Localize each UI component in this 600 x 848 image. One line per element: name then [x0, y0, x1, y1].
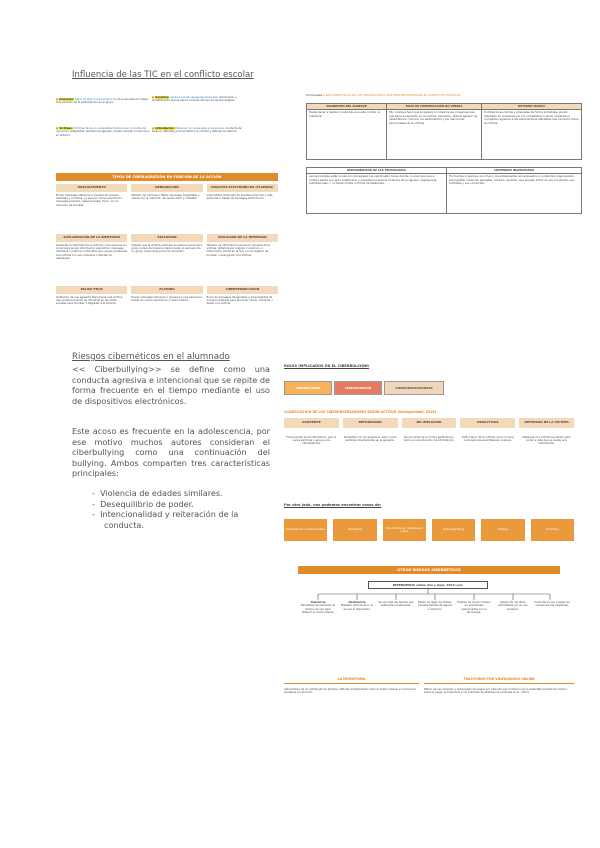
- dep-item-tolerancia: Tolerancia Necesidad de aumentar el tiempo de uso para obtener el mismo efecto.: [300, 601, 336, 614]
- nomofobia-title: LA NOMOFOBIA: [284, 677, 419, 684]
- trastorno-text: Patrón de uso excesivo y prolongado de juegos por Internet que conlleva una considerable pérdida de control sobre el juego, la tolerancia y los síntomas de abstinencia (Andrade et al., 2017).: [424, 688, 567, 695]
- dep-item-abstinencia: Abstinencia Malestar emocional si no se usa el dispositivo.: [340, 601, 374, 611]
- caract-cell-disponibilidad: Las tecnologías están al servicio del agresor las veinticuatro horas del día, lo que hace que a víctima sienta una gran indefensión y persistencia ante la violencia de su agresor. (Agresiones, humillaciones...) no tienen límite ni forma de detenerse.: [307, 174, 447, 214]
- riesgos-list-item: - Intencionalidad y reiteración de la conducta.: [92, 509, 239, 530]
- clasif-cell-no-implicado: No se involucra en forma perfecta por razón en una situación de intimidación.: [403, 435, 455, 442]
- definition-victimas: ■ Víctimas: Víctimas fáciles o vulnerables frente a las conductas de agresores. Adaptadas, también se agrupan, puede cambiar a menudo a su entorno.: [56, 127, 150, 137]
- caract-head-difusion: DIFUSIÓN MASIVA: [482, 104, 582, 110]
- clasif-head-defensor: DEFENSOR DE LA VÍCTIMA: [519, 418, 574, 428]
- tambien-item: Nomofobia: [333, 519, 376, 541]
- riesgos-paragraph-2: Este acoso es frecuente en la adolescencia, por ese motivo muchos autores consideran el ciberbullying como una continuación del bullying. Ambos comparten tres características principales:: [72, 426, 270, 478]
- dep-item: Deseo de dejar de utilizar, intentos fallidos de dejarlo o reducirlo.: [417, 601, 453, 611]
- dep-title: DEPENDENCIA online (Cía y Gaso, 2017) son:: [368, 581, 488, 589]
- trastorno-title: TRASTORNO POR VIDEOJUEGOS ONLINE: [424, 677, 574, 684]
- clasif-cell-proactivas: Está a favor de la víctima, pero no hace nada para prevenir/detener el abuso.: [461, 435, 514, 442]
- riesgos-list: [92, 488, 270, 530]
- riesgos-title: Riesgos cibernéticos en el alumnado: [72, 352, 230, 362]
- tipo-exclusion: EXCLUSIÓN Impedir que la víctima participe en alguna red social o grupo online de manera intencionada, lo excluyan de un grupo online para provocar exclusión.: [131, 235, 203, 254]
- riesgos-list-item: - Violencia de edades similares.: [92, 488, 223, 498]
- role-ciberagresor: CIBERAGRESOR: [334, 381, 382, 395]
- tipo-paliza-feliz: PALIZA FELIZ Grabación de una agresión física hacia una víctima que, posteriormente, es difundida en las redes sociales para humillar y degradar a la víctima.: [56, 286, 127, 306]
- tipos-title: TIPOS DE CIBERAGRESIÓN EN FUNCIÓN DE LA ACCIÓN: [56, 173, 278, 181]
- tipo-violacion-intimidad: VIOLACIÓN DE LA INTIMIDAD Difusión de información personal y privada de la víctima, obtenida por engaño o coacción, o información íntima en la red, con el objetivo de humillar o avergonzar a la víctima.: [207, 234, 278, 286]
- riesgos-list-item: - Desequilibrio de poder.: [92, 498, 194, 509]
- tipo-ciberpersecucion: CIBERPERSECUCIÓN Envío de mensajes denigrantes y amenazantes de manera reiterada para provocar miedo, intimidar o dañar a la víctima.: [207, 286, 278, 306]
- clasif-title: CLASIFICACIÓN DE LOS CIBEROBSERVADORES SEGÚN ACTITUD (Garaigordobil, 2018): [284, 410, 437, 414]
- role-ciberobservadores: CIBEROBSERVADORES: [384, 381, 444, 395]
- tipo-suplantacion: SUPLANTACIÓN DE LA IDENTIDAD Suplantar la identidad de la víctima u otra persona en la red para enviar información perjudicial, mensajes ofensivos o publicar contenidos que causen problemas a la víctima con sus contactos o afecten su reputación.: [56, 235, 128, 260]
- caract-table-2: [306, 167, 582, 214]
- page-title: Influencia de las TIC en el conflicto escolar: [72, 70, 254, 80]
- caract-head-comunicacion: FALTA DE COMUNICACIÓN NO VERBAL: [387, 104, 482, 110]
- tipos-grid: [56, 184, 278, 306]
- tipo-flaming: FLAMING Enviar mensajes obscenos o groseros a una persona a través de correo electrónico u otros medios.: [131, 287, 202, 302]
- riesgos-paragraph-1: << Ciberbullying>> se define como una conducta agresiva e intencional que se repite de forma frecuente en el tiempo mediante el uso de dispositivos electrónicos.: [72, 364, 270, 406]
- clasif-grid: [284, 418, 574, 446]
- caract-title: Principales CARACTERÍSTICAS DE LAS TECNOLOGÍAS QUE PUEDEN PROPICIAR EL CONFLICTO ESCOLAR: [306, 93, 461, 97]
- caract-cell-difusion: Humillaciones, burlas y amenazas de forma inmediata, siendo reforzado en ocasiones por los compañeros cuando comentan o comparten agresiva a las publicaciones afectadas que ha hecho hacia la víctima.: [482, 110, 582, 160]
- clasif-head-asistente: ASISTENTE: [284, 418, 339, 428]
- clasif-head-no-implicado: NO IMPLICADO: [402, 418, 457, 428]
- caract-cell-comunicacion: Ello conlleva hace que el agresor no observe las consecuencias que tiene su agresión en la víctima. Asimismo, dota al agresor de desinhibición, conocer los sentimientos y las reacciones emocionales de la víctima.: [387, 110, 482, 160]
- nomofobia-text: (abreviatura de no-mobile-phone phobia), definida ampliamente como el miedo intenso e irracional a quedarse sin el móvil.: [284, 688, 416, 695]
- dep-connectors: [300, 588, 568, 600]
- dep-item: Continúa su uso a pesar de consecuencias negativas.: [534, 601, 570, 608]
- tipo-denigracion: DENIGRACIÓN Difusión de rumores o falsos mensajes, fotografías o vídeos con la intención de causar daño y molestar.: [131, 184, 202, 234]
- tambien-item: Sexting: [481, 519, 524, 541]
- tambien-item: Online gambling: [432, 519, 475, 541]
- definition-intimidacion: ■ Intimidación: Presionar con amenazas a la persona. conducta de alcance reiterado para someter a la víctima y obtener su silencio.: [152, 127, 242, 134]
- clasif-cell-reforzador: Simpatiza con los agresores, pero nunca participa directamente en la agresión.: [343, 435, 397, 442]
- clasif-head-reforzador: REFORZADOR: [343, 418, 398, 428]
- caract-cell-anonimato: Puede llevar a realizar conductas que este o daño no realizaría.: [307, 110, 387, 160]
- dep-item: Se usa más del tiempo que pretendía inicialmente.: [378, 601, 414, 608]
- tipo-hostigamiento: HOSTIGAMIENTO Enviar mensajes ofensivos e insultos de manera reiterada y continua, ya sea por correo electrónico, mensajes privados, redes sociales, foros, con la intención de humillar.: [56, 184, 127, 234]
- dep-item: Empleo de mucho tiempo en actividades relacionadas con la tecnología.: [457, 601, 491, 614]
- otros-title: OTROS RIESGOS CIBERNÉTICOS: [298, 566, 560, 574]
- caract-head-disponibilidad: DISPONIBILIDAD DE LAS TECNOLOGÍAS: [307, 168, 447, 174]
- clasif-head-proactivas: PROACTIVAS: [460, 418, 515, 428]
- tambien-item: Dependencia a redes sociales: [284, 519, 327, 541]
- caract-head-anonimato: ANONIMATO DEL AGRESOR: [307, 104, 387, 110]
- role-cibervictima: CIBERVÍCTIMA: [284, 381, 332, 395]
- tambien-item: Grooming: [531, 519, 574, 541]
- tambien-item: Tecnoestrés por videojuegos online: [383, 519, 426, 541]
- clasif-cell-asistente: Forma parte de la intimidación, pero a veces participa o apoya a los intimidadores.: [286, 435, 337, 446]
- caract-cell-contenido: En muchas ocasiones, los niños y los adolescentes son expuestos a contenidos inapropiados: pornografía, violencia, apuestas, racismo, sexismo, que pueden influir en sus conductas, sus actitudes y sus conductas.: [447, 174, 582, 214]
- roles-title: ROLES IMPLICADOS EN EL CIBERBULLYING: [284, 364, 370, 368]
- tipo-insultos: INSULTOS ELECTRÓNICOS (FLAMING) Intercambio acalorado de insultos entre dos o más personas a través de mensajes electrónicos.: [207, 184, 278, 234]
- clasif-cell-defensor: Defiende a la víctima ayudando para poder y pide que se acabe una intimidación.: [522, 435, 571, 446]
- dep-grid: [300, 601, 570, 614]
- definition-vencidos: ■ Vencidos: vecinos escolar agresores presentes. dominación y sometimiento que se ejerce a través del uso de las tecnologías.: [152, 96, 237, 103]
- caract-table: [306, 103, 582, 160]
- definition-exclusion: ■ Exclusión: Dejar de lado a una persona del de la escuela por haber sido excluido de la participación en el grupo.: [56, 98, 148, 105]
- tambien-title: Por otro lado, nos podemos encontrar casos de:: [284, 503, 382, 507]
- tambien-row: [284, 519, 574, 541]
- dep-item: Reducción de otras actividades por su uso excesivo.: [498, 601, 528, 611]
- caract-head-contenido: CONTENIDO INAPROPIADO: [447, 168, 582, 174]
